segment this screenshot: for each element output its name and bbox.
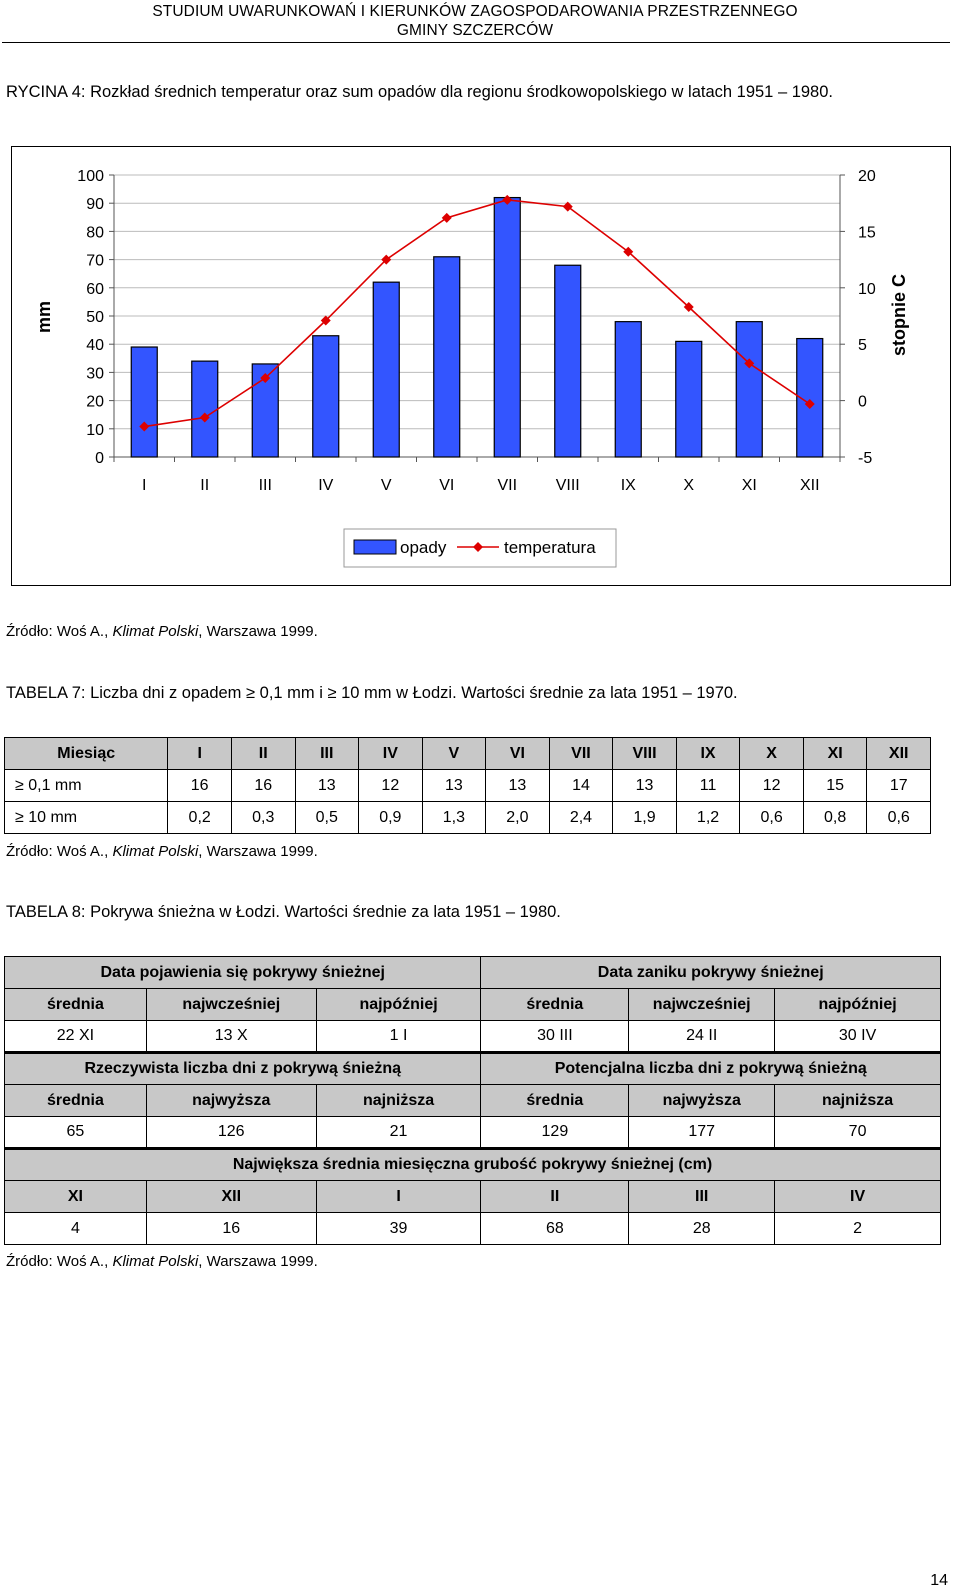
legend-swatch-opady bbox=[354, 540, 396, 554]
figure-caption: RYCINA 4: Rozkład średnich temperatur oraz sum opadów dla regionu środkowopolskiego w latach 1951 – 1980. bbox=[6, 83, 833, 101]
chart-canvas bbox=[12, 147, 952, 587]
subheader-cell: średnia bbox=[5, 1085, 147, 1117]
source-suffix: , Warszawa 1999. bbox=[198, 843, 318, 860]
bar-opady bbox=[555, 265, 581, 457]
bar-opady bbox=[676, 341, 702, 457]
month-header-cell: V bbox=[422, 738, 486, 770]
table-cell: 15 bbox=[803, 770, 867, 802]
header-line-1: STUDIUM UWARUNKOWAŃ I KIERUNKÓW ZAGOSPODAROWANIA PRZESTRZENNEGO bbox=[152, 3, 798, 20]
source-note-2 bbox=[6, 843, 318, 861]
y-tick-label: 90 bbox=[86, 196, 104, 214]
x-tick-label: X bbox=[683, 477, 695, 494]
table-cell: 16 bbox=[168, 770, 232, 802]
month-header-cell: IX bbox=[676, 738, 740, 770]
y-tick-label: 0 bbox=[95, 450, 104, 467]
month-header-cell: VII bbox=[549, 738, 613, 770]
month-header-cell: XII bbox=[867, 738, 931, 770]
table-cell: 30 III bbox=[481, 1021, 629, 1053]
table-cell: 1,3 bbox=[422, 802, 486, 834]
table-row bbox=[5, 770, 931, 802]
table-cell: 13 bbox=[422, 770, 486, 802]
month-header-cell: VIII bbox=[613, 738, 677, 770]
table-cell: 1,2 bbox=[676, 802, 740, 834]
table-cell: 129 bbox=[481, 1117, 629, 1149]
x-tick-label: I bbox=[142, 477, 147, 494]
table-cell: 30 IV bbox=[775, 1021, 941, 1053]
month-header-cell: XI bbox=[803, 738, 867, 770]
bar-opady bbox=[494, 198, 520, 457]
bar-opady bbox=[736, 322, 762, 457]
y-tick-label: 100 bbox=[77, 168, 104, 185]
subheader-cell: średnia bbox=[481, 989, 629, 1021]
subheader-cell: I bbox=[316, 1181, 481, 1213]
header-line-2: GMINY SZCZERCÓW bbox=[396, 22, 554, 39]
table-cell: 16 bbox=[146, 1213, 316, 1245]
subheader-cell: IV bbox=[775, 1181, 941, 1213]
y-tick-label: 30 bbox=[86, 365, 104, 383]
source-prefix: Źródło: Woś A., bbox=[6, 623, 113, 640]
y-right-tick-label: 15 bbox=[858, 224, 876, 242]
point-temperatura bbox=[442, 213, 452, 223]
subheader-cell: najwcześniej bbox=[629, 989, 775, 1021]
table-cell: 2,4 bbox=[549, 802, 613, 834]
row-label: ≥ 0,1 mm bbox=[5, 770, 168, 802]
y-tick-label: 80 bbox=[86, 224, 104, 242]
bar-opady bbox=[192, 361, 218, 457]
subheader-cell: najwyższa bbox=[146, 1085, 316, 1117]
table-cell: 13 X bbox=[146, 1021, 316, 1053]
page-header bbox=[0, 2, 950, 40]
y-tick-label: 70 bbox=[86, 252, 104, 270]
x-tick-label: III bbox=[258, 477, 272, 494]
table-cell: 13 bbox=[295, 770, 359, 802]
month-header-cell: X bbox=[740, 738, 804, 770]
source-suffix: , Warszawa 1999. bbox=[198, 1253, 318, 1270]
table7 bbox=[4, 737, 931, 834]
table-cell: 14 bbox=[549, 770, 613, 802]
table-cell: 126 bbox=[146, 1117, 316, 1149]
table-cell: 0,6 bbox=[867, 802, 931, 834]
subheader-cell: najniższa bbox=[316, 1085, 481, 1117]
x-tick-label: XII bbox=[799, 477, 820, 494]
table-cell: 4 bbox=[5, 1213, 147, 1245]
y-right-tick-label: 10 bbox=[858, 280, 876, 298]
y-right-axis-title: stopnie C bbox=[889, 273, 909, 357]
y-right-tick-label: 0 bbox=[858, 393, 867, 411]
bar-opady bbox=[615, 322, 641, 457]
bar-opady bbox=[434, 257, 460, 457]
table-cell: 24 II bbox=[629, 1021, 775, 1053]
table-cell: 0,5 bbox=[295, 802, 359, 834]
table-cell: 70 bbox=[775, 1117, 941, 1149]
table-cell: 28 bbox=[629, 1213, 775, 1245]
source-suffix: , Warszawa 1999. bbox=[198, 623, 318, 640]
subheader-cell: średnia bbox=[481, 1085, 629, 1117]
y-right-tick-label: 5 bbox=[858, 337, 867, 355]
source-title: Klimat Polski bbox=[112, 843, 199, 860]
table-cell: 12 bbox=[740, 770, 804, 802]
x-tick-label: XI bbox=[741, 477, 757, 494]
source-note-3 bbox=[6, 1253, 318, 1271]
table-cell: 1,9 bbox=[613, 802, 677, 834]
subheader-cell: najniższa bbox=[775, 1085, 941, 1117]
table-cell: 0,6 bbox=[740, 802, 804, 834]
table-row bbox=[5, 802, 931, 834]
page-number: 14 bbox=[930, 1572, 948, 1589]
x-tick-label: II bbox=[200, 477, 210, 494]
x-tick-label: IX bbox=[620, 477, 636, 494]
table7-caption: TABELA 7: Liczba dni z opadem ≥ 0,1 mm i ≥ 10 mm w Łodzi. Wartości średnie za lata 1951 – 1970. bbox=[6, 684, 738, 702]
bar-opady bbox=[313, 336, 339, 457]
table-cell: 13 bbox=[613, 770, 677, 802]
month-header-cell: I bbox=[168, 738, 232, 770]
y-tick-label: 10 bbox=[86, 421, 104, 439]
table-cell: 12 bbox=[359, 770, 423, 802]
bar-opady bbox=[131, 347, 157, 457]
x-tick-label: VII bbox=[497, 477, 518, 494]
table-cell: 2,0 bbox=[486, 802, 550, 834]
table-cell: 0,9 bbox=[359, 802, 423, 834]
table-cell: 1 I bbox=[316, 1021, 481, 1053]
table-cell: 0,8 bbox=[803, 802, 867, 834]
row-label: ≥ 10 mm bbox=[5, 802, 168, 834]
y-tick-label: 20 bbox=[86, 393, 104, 411]
subheader-cell: średnia bbox=[5, 989, 147, 1021]
subheader-cell: III bbox=[629, 1181, 775, 1213]
legend-label-temperatura: temperatura bbox=[504, 538, 596, 557]
disappearance-date-header: Data zaniku pokrywy śnieżnej bbox=[481, 957, 941, 989]
header-divider bbox=[2, 42, 950, 43]
subheader-cell: XI bbox=[5, 1181, 147, 1213]
table-cell: 0,3 bbox=[231, 802, 295, 834]
month-header-cell: IV bbox=[359, 738, 423, 770]
appearance-date-header: Data pojawienia się pokrywy śnieżnej bbox=[5, 957, 481, 989]
source-title: Klimat Polski bbox=[112, 1253, 199, 1270]
table8-caption: TABELA 8: Pokrywa śnieżna w Łodzi. Wartości średnie za lata 1951 – 1980. bbox=[6, 903, 561, 921]
x-tick-label: VI bbox=[439, 477, 455, 494]
table-cell: 21 bbox=[316, 1117, 481, 1149]
source-prefix: Źródło: Woś A., bbox=[6, 1253, 113, 1270]
x-tick-label: IV bbox=[318, 477, 334, 494]
subheader-cell: najpóźniej bbox=[316, 989, 481, 1021]
y-right-tick-label: -5 bbox=[858, 450, 873, 467]
x-tick-label: VIII bbox=[555, 477, 580, 494]
table-cell: 65 bbox=[5, 1117, 147, 1149]
subheader-cell: II bbox=[481, 1181, 629, 1213]
source-title: Klimat Polski bbox=[112, 623, 199, 640]
month-header-cell: III bbox=[295, 738, 359, 770]
y-tick-label: 50 bbox=[86, 309, 104, 326]
y-right-tick-label: 20 bbox=[858, 168, 876, 185]
climate-chart bbox=[11, 146, 951, 586]
table-cell: 0,2 bbox=[168, 802, 232, 834]
table-cell: 177 bbox=[629, 1117, 775, 1149]
table-cell: 2 bbox=[775, 1213, 941, 1245]
line-temperatura bbox=[144, 200, 810, 427]
table-cell: 13 bbox=[486, 770, 550, 802]
legend-label-opady: opady bbox=[400, 538, 447, 557]
actual-snow-days-header: Rzeczywista liczba dni z pokrywą śnieżną bbox=[5, 1053, 481, 1085]
month-header-cell: II bbox=[231, 738, 295, 770]
month-header: Miesiąc bbox=[5, 738, 168, 770]
potential-snow-days-header: Potencjalna liczba dni z pokrywą śnieżną bbox=[481, 1053, 941, 1085]
y-tick-label: 40 bbox=[86, 337, 104, 355]
subheader-cell: najwyższa bbox=[629, 1085, 775, 1117]
table8 bbox=[4, 956, 941, 1245]
source-note-1 bbox=[6, 623, 318, 641]
source-prefix: Źródło: Woś A., bbox=[6, 843, 113, 860]
table-cell: 16 bbox=[231, 770, 295, 802]
bar-opady bbox=[373, 282, 399, 457]
month-header-cell: VI bbox=[486, 738, 550, 770]
snow-depth-header: Największa średnia miesięczna grubość pokrywy śnieżnej (cm) bbox=[5, 1149, 941, 1181]
table-cell: 22 XI bbox=[5, 1021, 147, 1053]
subheader-cell: XII bbox=[146, 1181, 316, 1213]
y-tick-label: 60 bbox=[86, 280, 104, 298]
table-cell: 17 bbox=[867, 770, 931, 802]
subheader-cell: najpóźniej bbox=[775, 989, 941, 1021]
table-cell: 68 bbox=[481, 1213, 629, 1245]
table-cell: 39 bbox=[316, 1213, 481, 1245]
x-tick-label: V bbox=[380, 477, 392, 494]
subheader-cell: najwcześniej bbox=[146, 989, 316, 1021]
table-cell: 11 bbox=[676, 770, 740, 802]
y-axis-title: mm bbox=[34, 300, 54, 334]
